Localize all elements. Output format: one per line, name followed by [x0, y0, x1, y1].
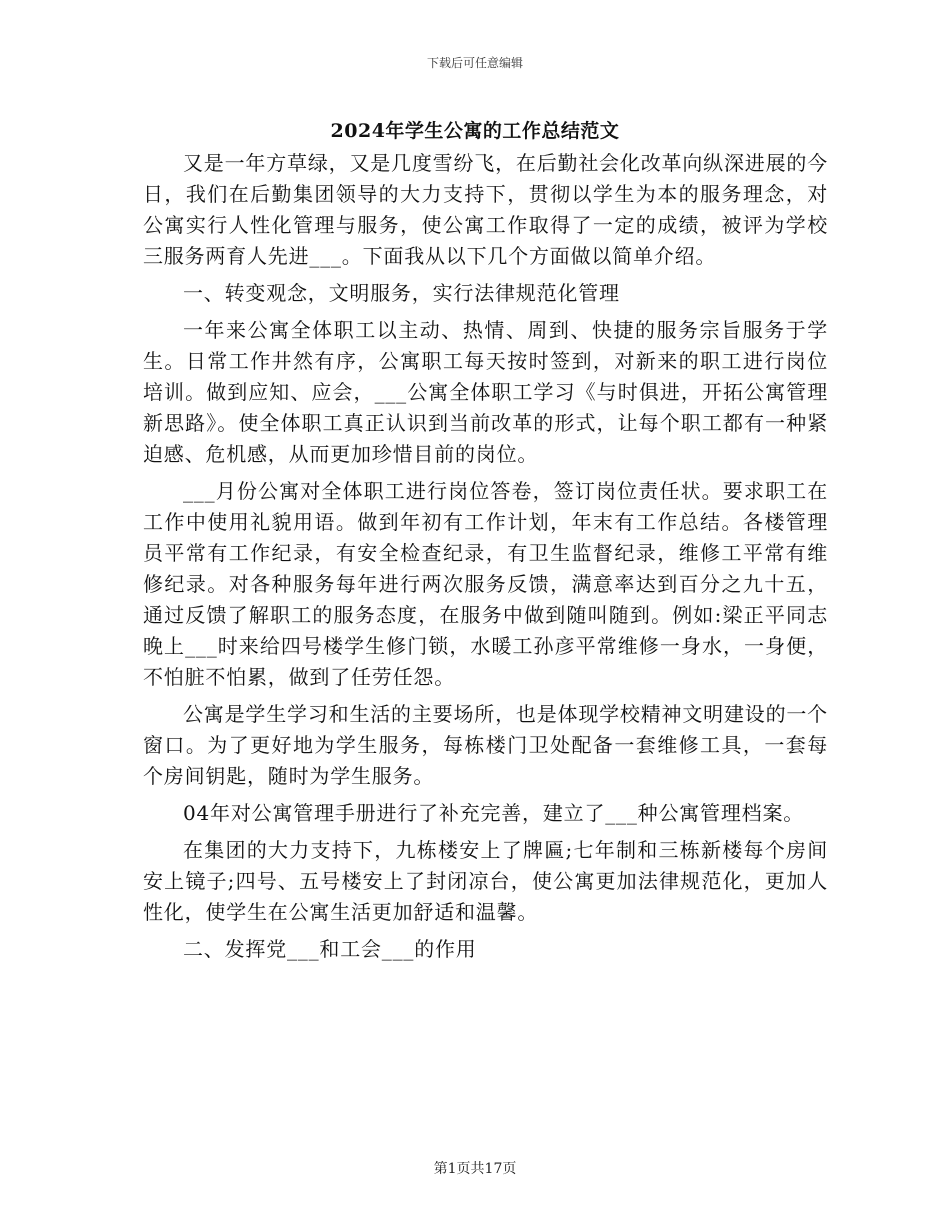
section-heading-2: 二、发挥党___和工会___的作用	[183, 937, 477, 961]
header-note: 下载后可任意编辑	[426, 56, 523, 70]
paragraph: 04年对公寓管理手册进行了补充完善，建立了___种公寓管理档案。	[183, 801, 805, 825]
section-heading-1: 一、转变观念，文明服务，实行法律规范化管理	[183, 281, 620, 305]
paragraph: 一年来公寓全体职工以主动、热情、周到、快捷的服务宗旨服务于学生。日常工作井然有序，公寓职工每天按时签到，对新来的职工进行岗位培训。做到应知、应会，___公寓全体职工学习《与时俱进，开拓公寓管理新思路》。使全体职工真正认识到当前改革的形式，让每个职工都有一种紧迫感、危机感，从而更加珍惜目前的岗位。	[143, 318, 828, 466]
page-number-footer: 第1页共17页	[433, 1161, 517, 1177]
paragraph: 公寓是学生学习和生活的主要场所，也是体现学校精神文明建设的一个窗口。为了更好地为学生服务，每栋楼门卫处配备一套维修工具，一套每个房间钥匙，随时为学生服务。	[143, 702, 828, 788]
document-title: 2024年学生公寓的工作总结范文	[330, 120, 620, 142]
paragraph: 在集团的大力支持下，九栋楼安上了牌匾;七年制和三栋新楼每个房间安上镜子;四号、五号楼安上了封闭凉台，使公寓更加法律规范化，更加人性化，使学生在公寓生活更加舒适和温馨。	[143, 838, 828, 924]
paragraph: ___月份公寓对全体职工进行岗位答卷，签订岗位责任状。要求职工在工作中使用礼貌用语。做到年初有工作计划，年末有工作总结。各楼管理员平常有工作纪录，有安全检查纪录，有卫生监督纪录，维修工平常有维修纪录。对各种服务每年进行两次服务反馈，满意率达到百分之九十五，通过反馈了解职工的服务态度，在服务中做到随叫随到。例如:梁正平同志晚上___时来给四号楼学生修门锁，水暖工孙彦平常维修一身水，一身便，不怕脏不怕累，做到了任劳任怨。	[143, 479, 828, 689]
paragraph-intro: 又是一年方草绿，又是几度雪纷飞，在后勤社会化改革向纵深进展的今日，我们在后勤集团领导的大力支持下，贯彻以学生为本的服务理念，对公寓实行人性化管理与服务，使公寓工作取得了一定的成绩，被评为学校三服务两育人先进___。下面我从以下几个方面做以简单介绍。	[143, 151, 828, 268]
document-body	[143, 148, 828, 971]
